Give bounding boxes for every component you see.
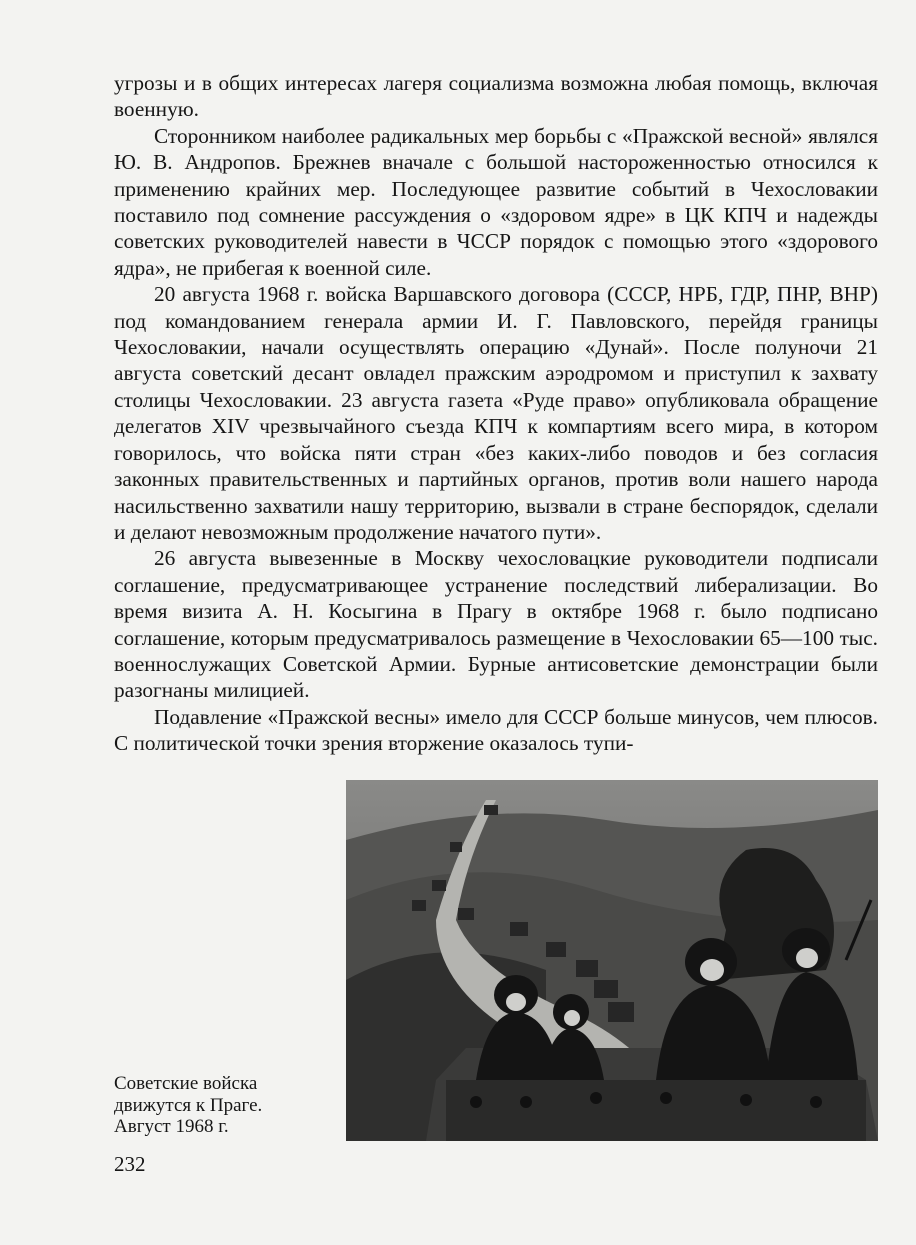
- caption-line-3: Август 1968 г.: [114, 1116, 229, 1137]
- page-number: 232: [114, 1152, 146, 1176]
- caption-line-1: Советские войска: [114, 1073, 258, 1094]
- body-text: [114, 70, 878, 757]
- paragraph-5: Подавление «Пражской весны» имело для СССР больше минусов, чем плюсов. С политической точки зрения вторжение оказалось тупи-: [114, 704, 878, 756]
- paragraph-2: Сторонником наиболее радикальных мер борьбы с «Пражской весной» являлся Ю. В. Андропов. Брежнев вначале с большой настороженностью относился к применению крайних мер. Последующее развитие событий в Чехословакии поставило под сомнение рассуждения о «здоровом ядре» в ЦК КПЧ и надежды советских руководителей навести в ЧССР порядок с помощью этого «здорового ядра», не прибегая к военной силе.: [114, 123, 878, 280]
- photo-caption: [114, 1073, 334, 1138]
- caption-line-2: движутся к Праге.: [114, 1094, 263, 1116]
- paragraph-1: угрозы и в общих интересах лагеря социализма возможна любая помощь, включая военную.: [114, 71, 878, 122]
- paragraph-3: 20 августа 1968 г. войска Варшавского договора (СССР, НРБ, ГДР, ПНР, ВНР) под командованием генерала армии И. Г. Павловского, перейдя границы Чехословакии, начали осуществлять операцию «Дунай». После полуночи 21 августа советский десант овладел пражским аэродромом и приступил к захвату столицы Чехословакии. 23 августа газета «Руде право» опубликовала обращение делегатов XIV чрезвычайного съезда КПЧ к компартиям всего мира, в котором говорилось, что войска пяти стран «без каких-либо поводов и без согласия законных правительственных и партийных органов, против воли нашего народа насильственно захватили нашу территорию, вызвали в стране беспорядок, сделали и делают невозможным продолжение начатого пути».: [114, 282, 878, 544]
- paragraph-4: 26 августа вывезенные в Москву чехословацкие руководители подписали соглашение, предусматривающее устранение последствий либерализации. Во время визита А. Н. Косыгина в Прагу в октябре 1968 г. было подписано соглашение, которым предусматривалось размещение в Чехословакии 65—100 тыс. военнослужащих Советской Армии. Бурные антисоветские демонстрации были разогнаны милицией.: [114, 546, 878, 703]
- photo-soviet-troops: [346, 780, 878, 1141]
